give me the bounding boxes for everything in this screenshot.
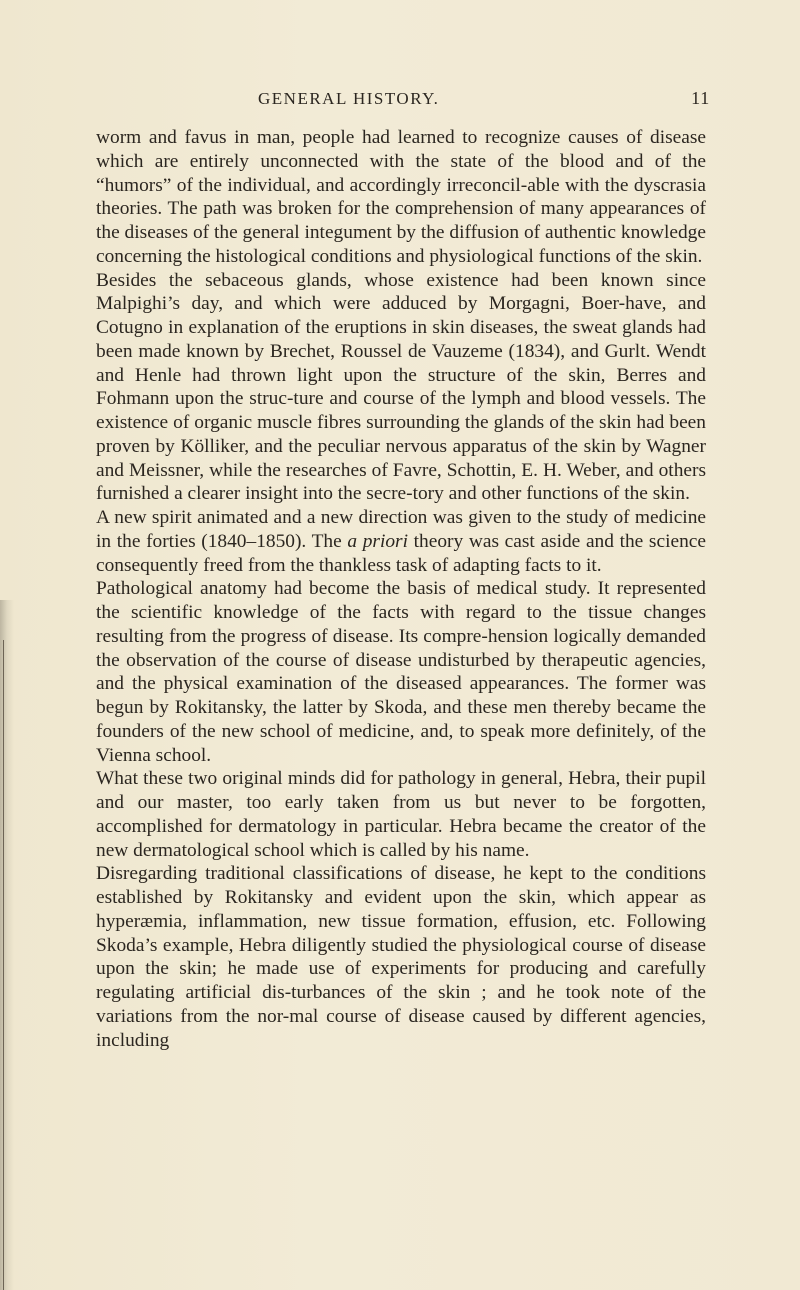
paragraph-6-text: Disregarding traditional classifications of disease, he kept to the conditions established by Rokitansky and evident upon the skin, which appear as hyperæmia, inflammation, new tissue formation, effusion, etc. Following Skoda’s example, Hebra diligently studied the physiological course of disease upon the skin; he made use of experiments for producing and carefully regulating artificial dis-turbances of the skin ; and he took note of the variations from the nor-mal course of disease caused by different agencies, including	[96, 863, 706, 1051]
paragraph-5-text: What these two original minds did for pathology in general, Hebra, their pupil and our master, too early taken from us but never to be forgotten, accomplished for dermatology in particular. Hebra became the creator of the new dermatological school which is called by his name.	[96, 768, 706, 861]
body-text	[96, 126, 706, 1052]
running-head	[258, 88, 710, 109]
paragraph-4	[96, 577, 706, 767]
paragraph-5	[96, 767, 706, 862]
paragraph-3-text: A new spirit animated and a new direction was given to the study of medicine in the forties (1840–1850). The	[96, 507, 706, 552]
paragraph-4-text: Pathological anatomy had become the basis of medical study. It represented the scientific knowledge of the facts with regard to the tissue changes resulting from the progress of disease. Its compre-hension logically demanded the observation of the course of disease undisturbed by therapeutic agencies, and the physical examination of the diseased appearances. The former was begun by Rokitansky, the latter by Skoda, and these men thereby became the founders of the new school of medicine, and, to speak more definitely, of the Vienna school.	[96, 578, 706, 766]
paragraph-3-text-end: theory was cast aside and the science consequently freed from the thankless task of adapting facts to it.	[96, 530, 706, 576]
paragraph-1-text: worm and favus in man, people had learned to recognize causes of disease which are entirely unconnected with the state of the blood and of the “humors” of the individual, and accordingly irreconcil-able with the dyscrasia theories. The path was broken for the comprehension of many appearances of the diseases of the general integument by the diffusion of authentic knowledge concerning the histological conditions and physiological functions of the skin.	[96, 127, 706, 267]
paragraph-3-italic: a priori	[347, 530, 408, 552]
paragraph-2-text: Besides the sebaceous glands, whose existence had been known since Malpighi’s day, and which were adduced by Morgagni, Boer-have, and Cotugno in explanation of the eruptions in skin diseases, the sweat glands had been made known by Brechet, Roussel de Vauzeme (1834), and Gurlt. Wendt and Henle had thrown light upon the structure of the skin, Berres and Fohmann upon the struc-ture and course of the lymph and blood vessels. The existence of organic muscle fibres surrounding the glands of the skin had been proven by Kölliker, and the peculiar nervous apparatus of the skin by Wagner and Meissner, while the researches of Favre, Schottin, E. H. Weber, and others furnished a clearer insight into the secre-tory and other functions of the skin.	[96, 269, 706, 505]
page-edge-line	[3, 640, 4, 1290]
paragraph-1	[96, 126, 706, 269]
paragraph-2	[96, 269, 706, 507]
running-head-title: GENERAL HISTORY.	[258, 89, 440, 108]
page-number: 11	[691, 88, 710, 108]
paragraph-3	[96, 506, 706, 577]
paragraph-6	[96, 862, 706, 1052]
